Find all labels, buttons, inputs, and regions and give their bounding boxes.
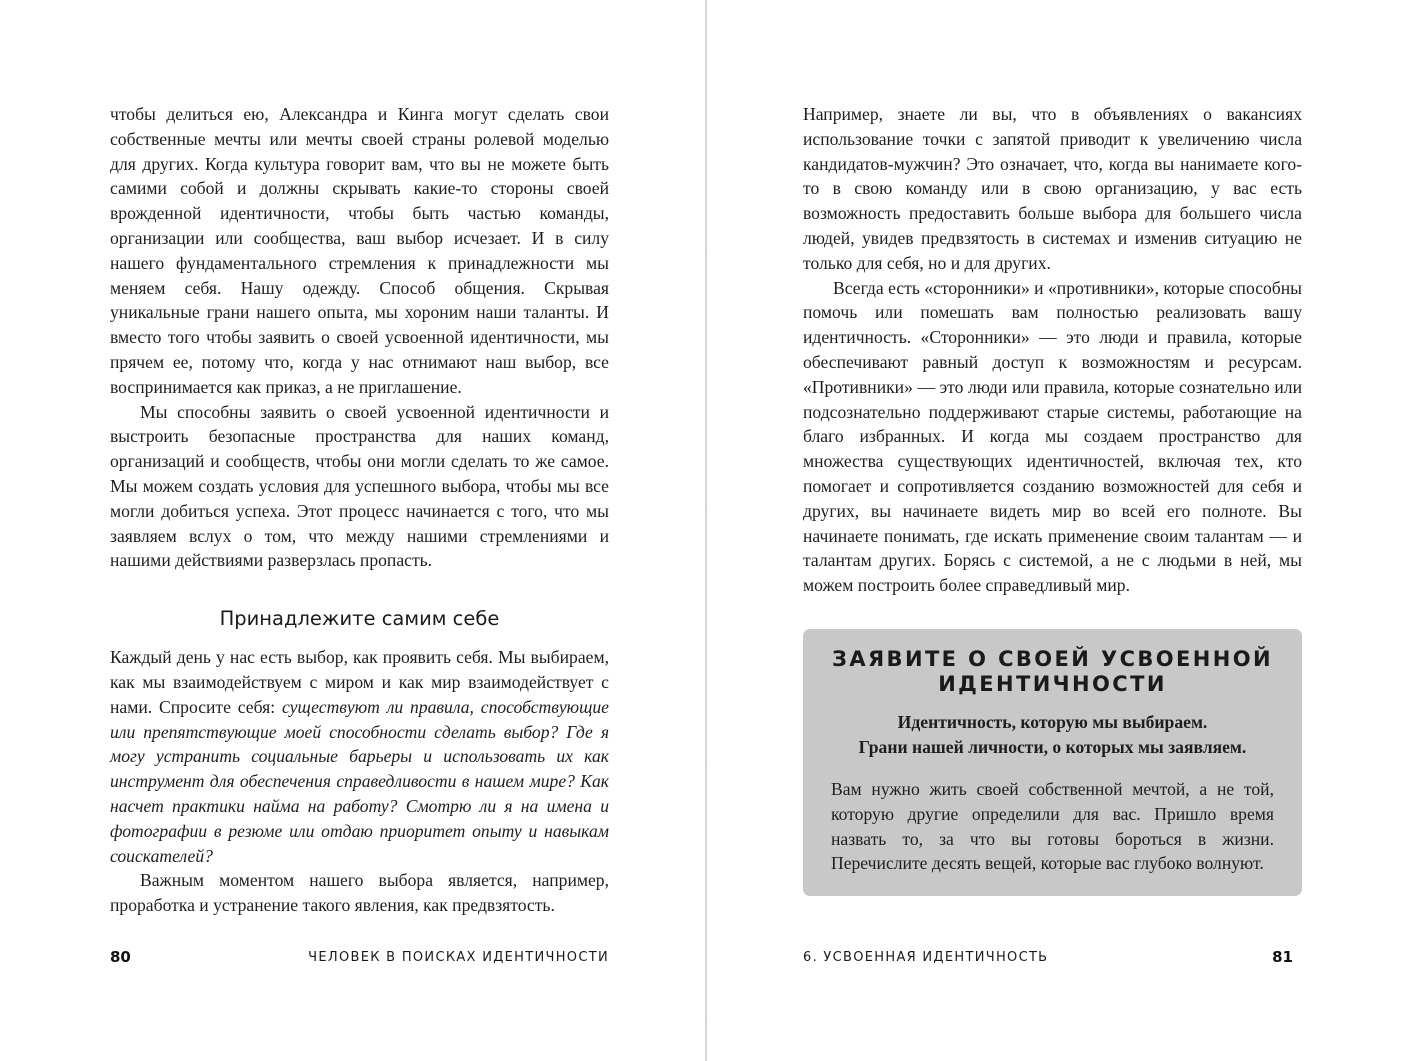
exercise-sidebar xyxy=(803,629,1302,896)
left-text-column xyxy=(110,102,609,918)
left-paragraph-3 xyxy=(110,645,609,868)
sidebar-subtitle-line-2: Грани нашей личности, о которых мы заявляем. xyxy=(858,737,1247,757)
sidebar-subtitle xyxy=(831,710,1274,760)
right-paragraph-2: Всегда есть «сторонники» и «противники», которые способны помочь или помешать вам полностью реализовать вашу идентичность. «Сторонники» — это люди и правила, которые обеспечивают равный доступ к возможностям и ресурсам. «Противники» — это люди или правила, которые сознательно или подсознательно поддерживают старые системы, работающие на благо избранных. И когда мы создаем пространство для множества существующих идентичностей, включая тех, кто помогает и сопротивляется созданию возможностей для себя и других, вы начинаете видеть мир во всей его полноте. Вы начинаете понимать, где искать применение своим талантам — и талантам других. Борясь с системой, а не с людьми в ней, мы можем построить более справедливый мир. xyxy=(803,277,1302,596)
left-paragraph-3-plain: Каждый день у нас есть выбор, как проявить себя. Мы выбираем, как мы взаимодействуем с миром и как мир взаимодействует с нами. Спросите себя: xyxy=(110,647,609,717)
left-page-number: 80 xyxy=(110,948,131,966)
left-paragraph-3-italic: существуют ли правила, способствующие или препятствующие моей способности сделать выбор? Где я могу устранить социальные барьеры и использовать их как инструмент для обеспечения справедливости в нашем мире? Как насчет практики найма на работу? Смотрю ли я на имена и фотографии в резюме или отдаю приоритет опыту и навыкам соискателей? xyxy=(110,696,609,866)
sidebar-title: ЗАЯВИТЕ О СВОЕЙ УСВОЕННОЙ ИДЕНТИЧНОСТИ xyxy=(832,647,1273,696)
sidebar-body: Вам нужно жить своей собственной мечтой, а не той, которую другие определили для вас. Пришло время назвать то, за что вы готовы бороться в жизни. Перечислите десять вещей, которые вас глубоко волнуют. xyxy=(831,779,1274,874)
right-running-head: 6. УСВОЕННАЯ ИДЕНТИЧНОСТЬ xyxy=(803,950,1049,965)
left-running-head: ЧЕЛОВЕК В ПОИСКАХ ИДЕНТИЧНОСТИ xyxy=(308,950,609,965)
left-paragraph-1: чтобы делиться ею, Александра и Кинга могут сделать свои собственные мечты или мечты своей страны ролевой моделью для других. Когда культура говорит вам, что вы не можете быть самими собой и должны скрывать какие-то стороны своей врожденной идентичности, чтобы быть частью команды, организации или сообщества, ваш выбор исчезает. И в силу нашего фундаментального стремления к принадлежности мы меняем себя. Нашу одежду. Способ общения. Скрывая уникальные грани нашего опыта, мы хороним наши таланты. И вместо того чтобы заявить о своей усвоенной идентичности, мы прячем ее, потому что, когда у нас отнимают наш выбор, все воспринимается как приказ, а не приглашение. xyxy=(110,104,609,397)
left-paragraph-4: Важным моментом нашего выбора является, например, проработка и устранение такого явления, как предвзятость. xyxy=(110,870,609,916)
sidebar-subtitle-line-1: Идентичность, которую мы выбираем. xyxy=(897,712,1208,732)
right-paragraph-1: Например, знаете ли вы, что в объявлениях о вакансиях использование точки с запятой приводит к увеличению числа кандидатов-мужчин? Это означает, что, когда вы нанимаете кого-то в свою команду или в свою организацию, у вас есть возможность предоставить больше выбора для большего числа людей, увидев предвзятость в системах и изменив ситуацию не только для себя, но и для других. xyxy=(803,104,1302,273)
right-text-column xyxy=(803,102,1302,598)
right-page-number: 81 xyxy=(1272,948,1293,966)
section-heading: Принадлежите самим себе xyxy=(219,607,500,631)
left-paragraph-2: Мы способны заявить о своей усвоенной идентичности и выстроить безопасные пространства для наших команд, организаций и сообществ, чтобы они могли сделать то же самое. Мы можем создать условия для успешного выбора, чтобы мы все могли добиться успеха. Этот процесс начинается с того, что мы заявляем вслух о том, что между нашими стремлениями и нашими действиями разверзлась пропасть. xyxy=(110,401,609,571)
right-page xyxy=(707,0,1410,1061)
